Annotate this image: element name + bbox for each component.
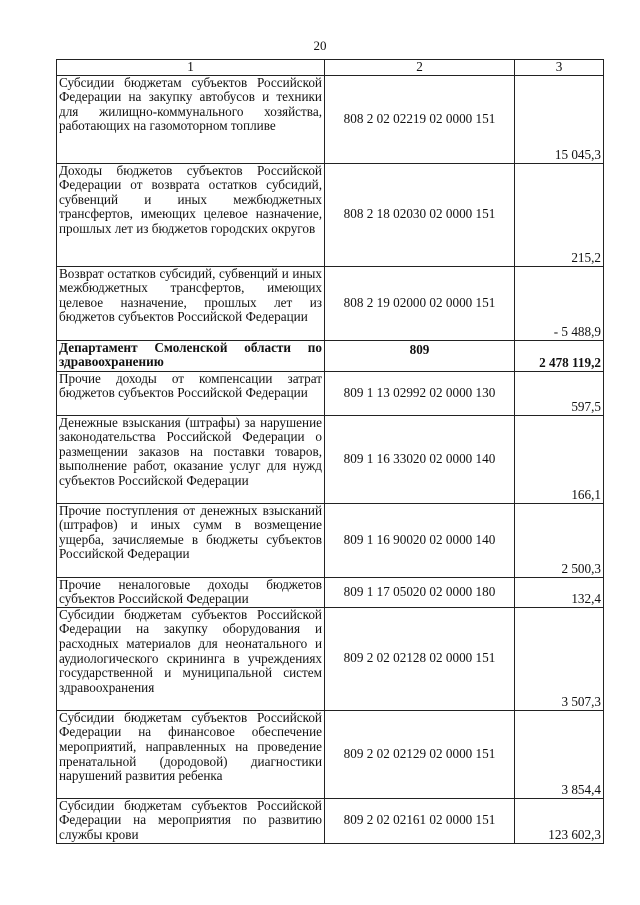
department-name: Департамент Смоленской области по здравоохранению: [57, 340, 325, 371]
department-total: 2 478 119,2: [515, 340, 604, 371]
table-row: [57, 503, 604, 577]
budget-code: 808 2 02 02219 02 0000 151: [325, 75, 515, 163]
budget-code: 809 1 16 33020 02 0000 140: [325, 415, 515, 503]
amount: 166,1: [515, 415, 604, 503]
table-row: [57, 798, 604, 843]
budget-code: 808 2 18 02030 02 0000 151: [325, 163, 515, 266]
amount: 597,5: [515, 371, 604, 415]
revenue-name: Субсидии бюджетам субъектов Российской Федерации на закупку оборудования и расходных материалов для неонатального и аудиологического скрининга в учреждениях государственной и муниципальной систем здравоохранения: [57, 607, 325, 710]
revenue-name: Прочие доходы от компенсации затрат бюджетов субъектов Российской Федерации: [57, 371, 325, 415]
revenue-name: Субсидии бюджетам субъектов Российской Федерации на мероприятия по развитию службы крови: [57, 798, 325, 843]
table-row: [57, 75, 604, 163]
budget-code: 809 1 16 90020 02 0000 140: [325, 503, 515, 577]
budget-code: 809 2 02 02128 02 0000 151: [325, 607, 515, 710]
budget-code: 808 2 19 02000 02 0000 151: [325, 266, 515, 340]
budget-code: 809 1 13 02992 02 0000 130: [325, 371, 515, 415]
table-row: [57, 577, 604, 607]
table-row: [57, 710, 604, 798]
amount: 2 500,3: [515, 503, 604, 577]
table-row: [57, 266, 604, 340]
amount: 132,4: [515, 577, 604, 607]
table-header-row: [57, 60, 604, 76]
amount: 15 045,3: [515, 75, 604, 163]
budget-code: 809 2 02 02129 02 0000 151: [325, 710, 515, 798]
revenue-name: Денежные взыскания (штрафы) за нарушение законодательства Российской Федерации о размещении заказов на поставки товаров, выполнение работ, оказание услуг для нужд субъектов Российской Федерации: [57, 415, 325, 503]
amount: 215,2: [515, 163, 604, 266]
table-row: [57, 163, 604, 266]
amount: - 5 488,9: [515, 266, 604, 340]
revenue-name: Прочие неналоговые доходы бюджетов субъектов Российской Федерации: [57, 577, 325, 607]
column-header-3: 3: [515, 60, 604, 76]
page-number: 20: [313, 38, 327, 53]
revenue-name: Субсидии бюджетам субъектов Российской Федерации на финансовое обеспечение мероприятий, направленных на проведение пренатальной (дородовой) диагностики нарушений развития ребенка: [57, 710, 325, 798]
revenue-name: Субсидии бюджетам субъектов Российской Федерации на закупку автобусов и техники для жилищно-коммунального хозяйства, работающих на газомоторном топливе: [57, 75, 325, 163]
table-row: [57, 371, 604, 415]
budget-revenue-table: [56, 59, 604, 844]
budget-code: 809 2 02 02161 02 0000 151: [325, 798, 515, 843]
budget-code: 809 1 17 05020 02 0000 180: [325, 577, 515, 607]
table-row: [57, 607, 604, 710]
revenue-name: Прочие поступления от денежных взысканий (штрафов) и иных сумм в возмещение ущерба, зачисляемые в бюджеты субъектов Российской Федерации: [57, 503, 325, 577]
amount: 3 854,4: [515, 710, 604, 798]
table-row: [57, 415, 604, 503]
column-header-2: 2: [325, 60, 515, 76]
amount: 123 602,3: [515, 798, 604, 843]
department-row: [57, 340, 604, 371]
department-code: 809: [325, 340, 515, 371]
amount: 3 507,3: [515, 607, 604, 710]
column-header-1: 1: [57, 60, 325, 76]
revenue-name: Возврат остатков субсидий, субвенций и иных межбюджетных трансфертов, имеющих целевое назначение, прошлых лет из бюджетов субъектов Российской Федерации: [57, 266, 325, 340]
revenue-name: Доходы бюджетов субъектов Российской Федерации от возврата остатков субсидий, субвенций и иных межбюджетных трансфертов, имеющих целевое назначение, прошлых лет из бюджетов городских округов: [57, 163, 325, 266]
